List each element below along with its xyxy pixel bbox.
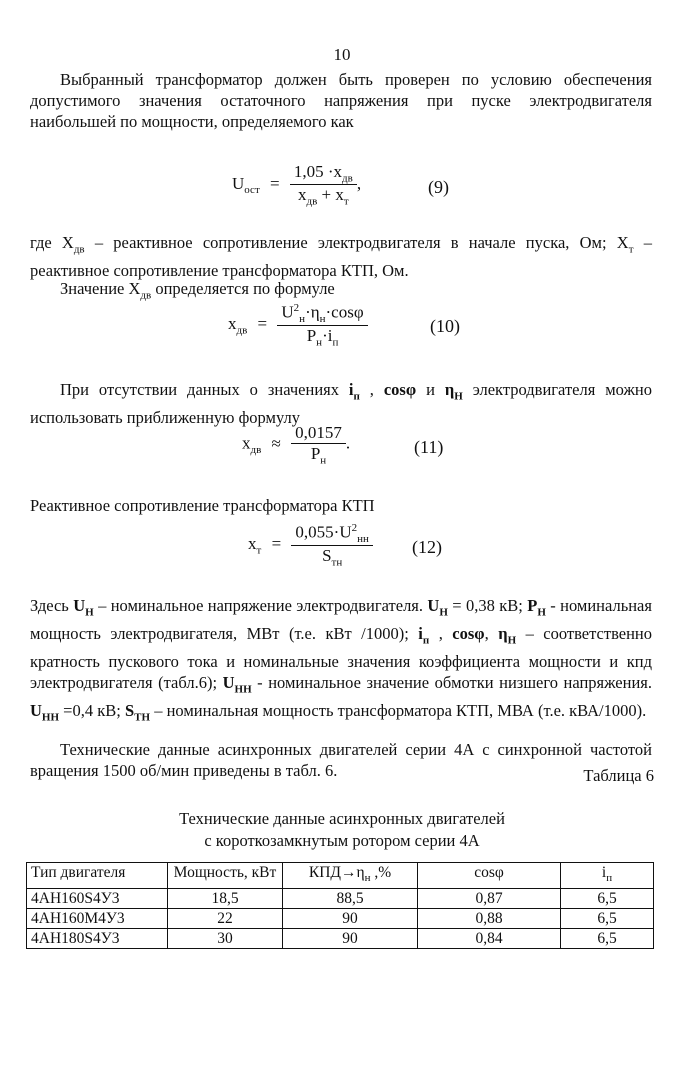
text-run: = 0,38 кВ; bbox=[447, 595, 528, 615]
table-caption: Технические данные асинхронных двигателей с короткозамкнутым ротором серии 4А bbox=[179, 809, 505, 850]
symbol: cosφ bbox=[452, 623, 485, 643]
text-run: – номинальное напряжение электродвигателя. bbox=[93, 595, 428, 615]
symbol-subscript: Н bbox=[439, 605, 448, 618]
symbol: S bbox=[124, 701, 135, 721]
cell-power: 22 bbox=[168, 909, 283, 929]
formula-12: $x_т$ = $\frac{0,055\cdot U^2_{нн}}{S_{тн}}$ bbox=[248, 522, 373, 568]
text-run: , bbox=[484, 623, 499, 643]
absence-paragraph: При отсутствии данных о значениях $i_п$ , cosφ и $\eta_Н$ электродвигателя можно использовать приближенную формулу bbox=[30, 379, 652, 427]
symbol: U bbox=[427, 595, 440, 615]
intro-paragraph: Выбранный трансформатор должен быть проверен по условию обеспечения допустимого значения остаточного напряжения при пуске электродвигателя наибольшей по мощности, определяемого как bbox=[30, 69, 652, 131]
formula-11: $x_{дв}$ ≈ $\frac{0,0157}{P_н}$ . bbox=[242, 423, 351, 467]
symbol: U bbox=[73, 595, 86, 615]
text-run: =0,4 кВ; bbox=[59, 701, 125, 721]
symbol-subscript: Н bbox=[537, 605, 546, 618]
formula-10: $x_{дв}$ = $\frac{U^2_н\cdot\eta_н\cdot\cos\varphi}{P_н\cdot i_п}$ bbox=[228, 302, 368, 348]
table-row bbox=[27, 909, 654, 929]
cell-kpd: 90 bbox=[283, 909, 418, 929]
text-run: – соответственно кратность пускового тока и номинальные значения коэффициента мощности и кпд электродвигателя (табл.6); bbox=[30, 623, 653, 693]
text-run: Здесь bbox=[30, 595, 74, 615]
equation-number-12: (12) bbox=[412, 537, 442, 557]
cell-kpd: 88,5 bbox=[283, 889, 418, 909]
symbol-subscript: ТН bbox=[134, 711, 151, 724]
header-type: Тип двигателя bbox=[27, 863, 168, 889]
symbol-subscript: Н bbox=[85, 605, 94, 618]
cell-type: 4АН160S4У3 bbox=[27, 889, 168, 909]
text-run: - номинальная мощность электродвигателя, МВт (т.е. кВт /1000); bbox=[30, 595, 652, 643]
value-paragraph: Значение $X_{дв}$ определяется по формуле bbox=[60, 278, 335, 301]
table-row bbox=[27, 929, 654, 949]
motor-data-table bbox=[26, 862, 654, 949]
header-kpd: $КПД\to\eta_н$ ,% bbox=[283, 863, 418, 889]
cell-ip: 6,5 bbox=[561, 889, 654, 909]
cell-cos: 0,87 bbox=[418, 889, 561, 909]
header-cos: cosφ bbox=[418, 863, 561, 889]
cell-kpd: 90 bbox=[283, 929, 418, 949]
tech-paragraph: Технические данные асинхронных двигателей серии 4А с синхронной частотой вращения 1500 об/мин приведены в табл. 6. bbox=[30, 739, 652, 780]
header-power: Мощность, кВт bbox=[168, 863, 283, 889]
symbol: P bbox=[527, 595, 538, 615]
symbol-subscript: НН bbox=[234, 683, 252, 696]
text-run: , bbox=[429, 623, 453, 643]
page-number: 10 bbox=[333, 45, 351, 64]
table-label: Таблица 6 bbox=[583, 766, 654, 785]
header-ip: $i_п$ bbox=[561, 863, 654, 889]
symbol: U bbox=[222, 673, 235, 693]
cell-power: 30 bbox=[168, 929, 283, 949]
cell-type: 4АН160М4У3 bbox=[27, 909, 168, 929]
equation-number-11: (11) bbox=[414, 437, 444, 457]
cell-cos: 0,88 bbox=[418, 909, 561, 929]
equation-number-9: (9) bbox=[428, 177, 449, 197]
cell-ip: 6,5 bbox=[561, 909, 654, 929]
cell-power: 18,5 bbox=[168, 889, 283, 909]
text-run: - номинальное значение обмотки низшего напряжения. bbox=[251, 673, 652, 693]
symbol: η bbox=[498, 623, 508, 643]
table-row bbox=[27, 889, 654, 909]
cell-type: 4АН180S4У3 bbox=[27, 929, 168, 949]
reactive-heading: Реактивное сопротивление трансформатора КТП bbox=[30, 495, 375, 515]
table-header-row bbox=[27, 863, 654, 889]
symbol: i bbox=[418, 623, 423, 643]
cell-ip: 6,5 bbox=[561, 929, 654, 949]
symbol-subscript: Н bbox=[507, 634, 517, 647]
formula-9: $U_{ост}$ = $\frac{1,05 \cdot x_{дв}}{x_{дв} + x_т}$ , bbox=[232, 162, 362, 208]
symbol-subscript: п bbox=[422, 634, 430, 647]
text-run: – номинальная мощность трансформатора КТП, МВА (т.е. кВА/1000). bbox=[150, 701, 647, 721]
symbol-subscript: НН bbox=[41, 711, 60, 724]
cell-cos: 0,84 bbox=[418, 929, 561, 949]
where-paragraph: где $X_{дв}$ – реактивное сопротивление электродвигателя в начале пуска, Ом; $X_т$ – реактивное сопротивление трансформатора КТП, Ом. bbox=[30, 232, 653, 280]
symbol: U bbox=[30, 701, 42, 721]
definitions-paragraph bbox=[30, 595, 652, 729]
equation-number-10: (10) bbox=[430, 316, 460, 336]
